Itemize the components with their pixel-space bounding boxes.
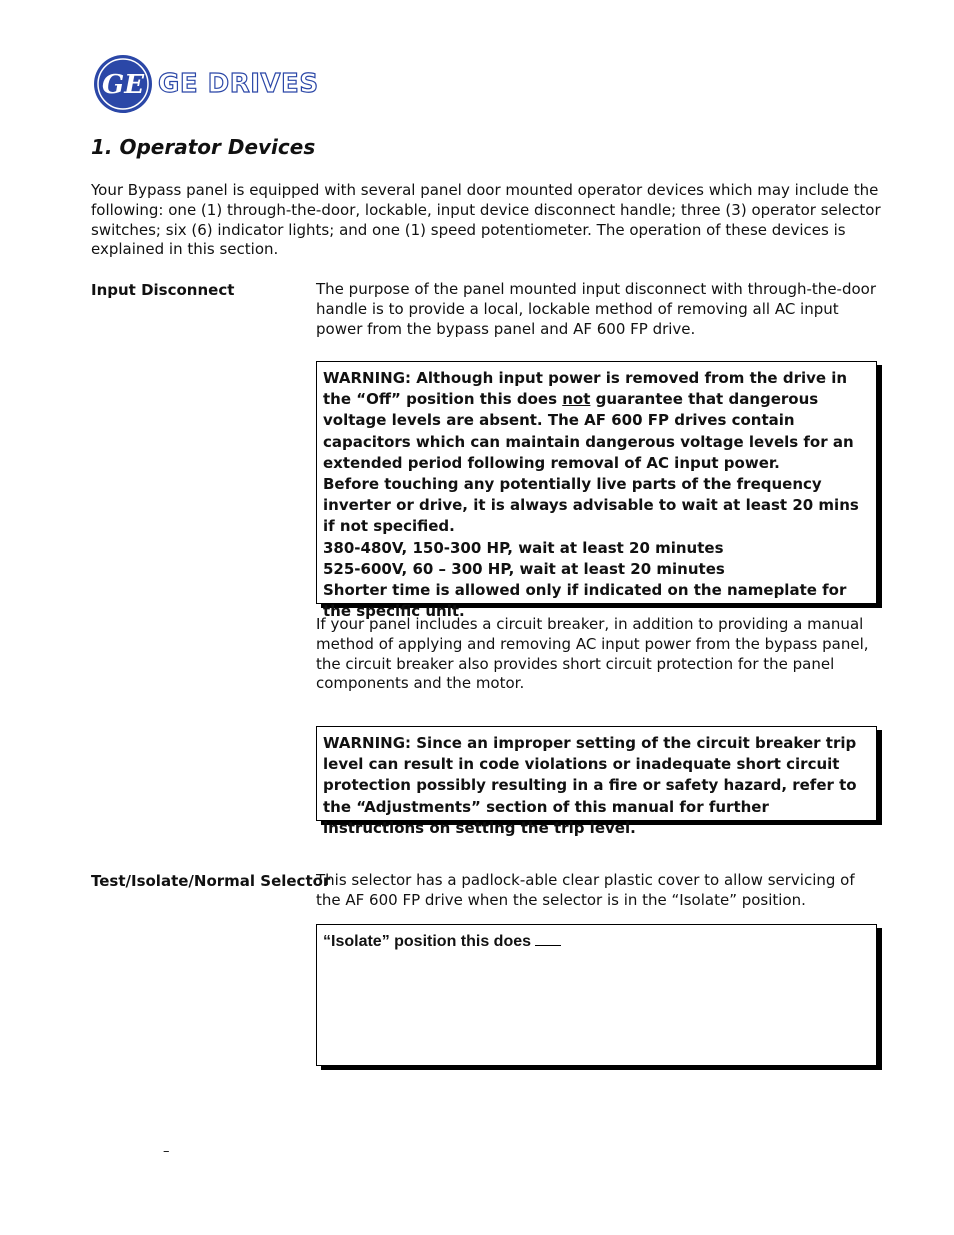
ge-drives-logo <box>92 57 319 111</box>
warning-nameplate-note: Shorter time is allowed only if indicated on the nameplate for the specific unit. <box>323 581 847 621</box>
circuit-breaker-description: If your panel includes a circuit breaker, in addition to providing a manual method of applying and removing AC input power from the bypass panel, the circuit breaker also provides short circuit protection for the panel components and the motor. <box>316 615 869 693</box>
ge-monogram-icon <box>92 57 154 111</box>
warning-emphasis: not <box>562 390 591 409</box>
warning-text-part2: guarantee that dangerous voltage levels are absent. The AF 600 FP drives contain capacitors which can maintain dangerous voltage levels for an extended period following removal of AC input power. <box>323 390 854 472</box>
isolate-warning-box <box>316 924 877 1066</box>
selector-description: This selector has a padlock-able clear plastic cover to allow servicing of the AF 600 FP drive when the selector is in the “Isolate” position. <box>316 871 855 909</box>
warning-600v-time: 525-600V, 60 – 300 HP, wait at least 20 minutes <box>323 559 725 578</box>
breaker-warning-text: WARNING: Since an improper setting of the circuit breaker trip level can result in code violations or inadequate short circuit protection possibly resulting in a fire or safety hazard, refer to the “Adjustments” section of this manual for further instructions on setting the trip level. <box>323 734 857 837</box>
section-title: 1. Operator Devices <box>91 135 316 159</box>
logo-monogram: GE <box>101 70 145 100</box>
isolate-warning-fragment <box>323 931 868 952</box>
warning-text-part1: WARNING: Although input power is removed from the drive in the “Off” position this does <box>323 369 848 409</box>
footer-dash: – <box>163 1144 170 1159</box>
logo-wordmark: GE DRIVES <box>158 69 319 99</box>
selector-label: Test/Isolate/Normal Selector <box>91 872 331 890</box>
warning-wait-advice: Before touching any potentially live parts of the frequency inverter or drive, it is always advisable to wait at least 20 mins if not specified. <box>323 475 859 536</box>
warning-480v-time: 380-480V, 150-300 HP, wait at least 20 minutes <box>323 538 724 557</box>
isolate-warning-text: “Isolate” position this does <box>323 933 532 950</box>
blank-underline <box>535 931 561 946</box>
voltage-warning-box <box>316 361 877 621</box>
input-disconnect-label: Input Disconnect <box>91 281 235 299</box>
breaker-warning-box <box>316 726 877 837</box>
input-disconnect-description: The purpose of the panel mounted input disconnect with through-the-door handle is to provide a local, lockable method of removing all AC input power from the bypass panel and AF 600 FP drive. <box>316 280 877 338</box>
warning-paragraph <box>323 368 868 474</box>
intro-paragraph: Your Bypass panel is equipped with several panel door mounted operator devices which may include the following: one (1) through-the-door, lockable, input device disconnect handle; three (3) operator selector switches; six (6) indicator lights; and one (1) speed potentiometer. The operation of these devices is explained in this section. <box>91 181 881 259</box>
